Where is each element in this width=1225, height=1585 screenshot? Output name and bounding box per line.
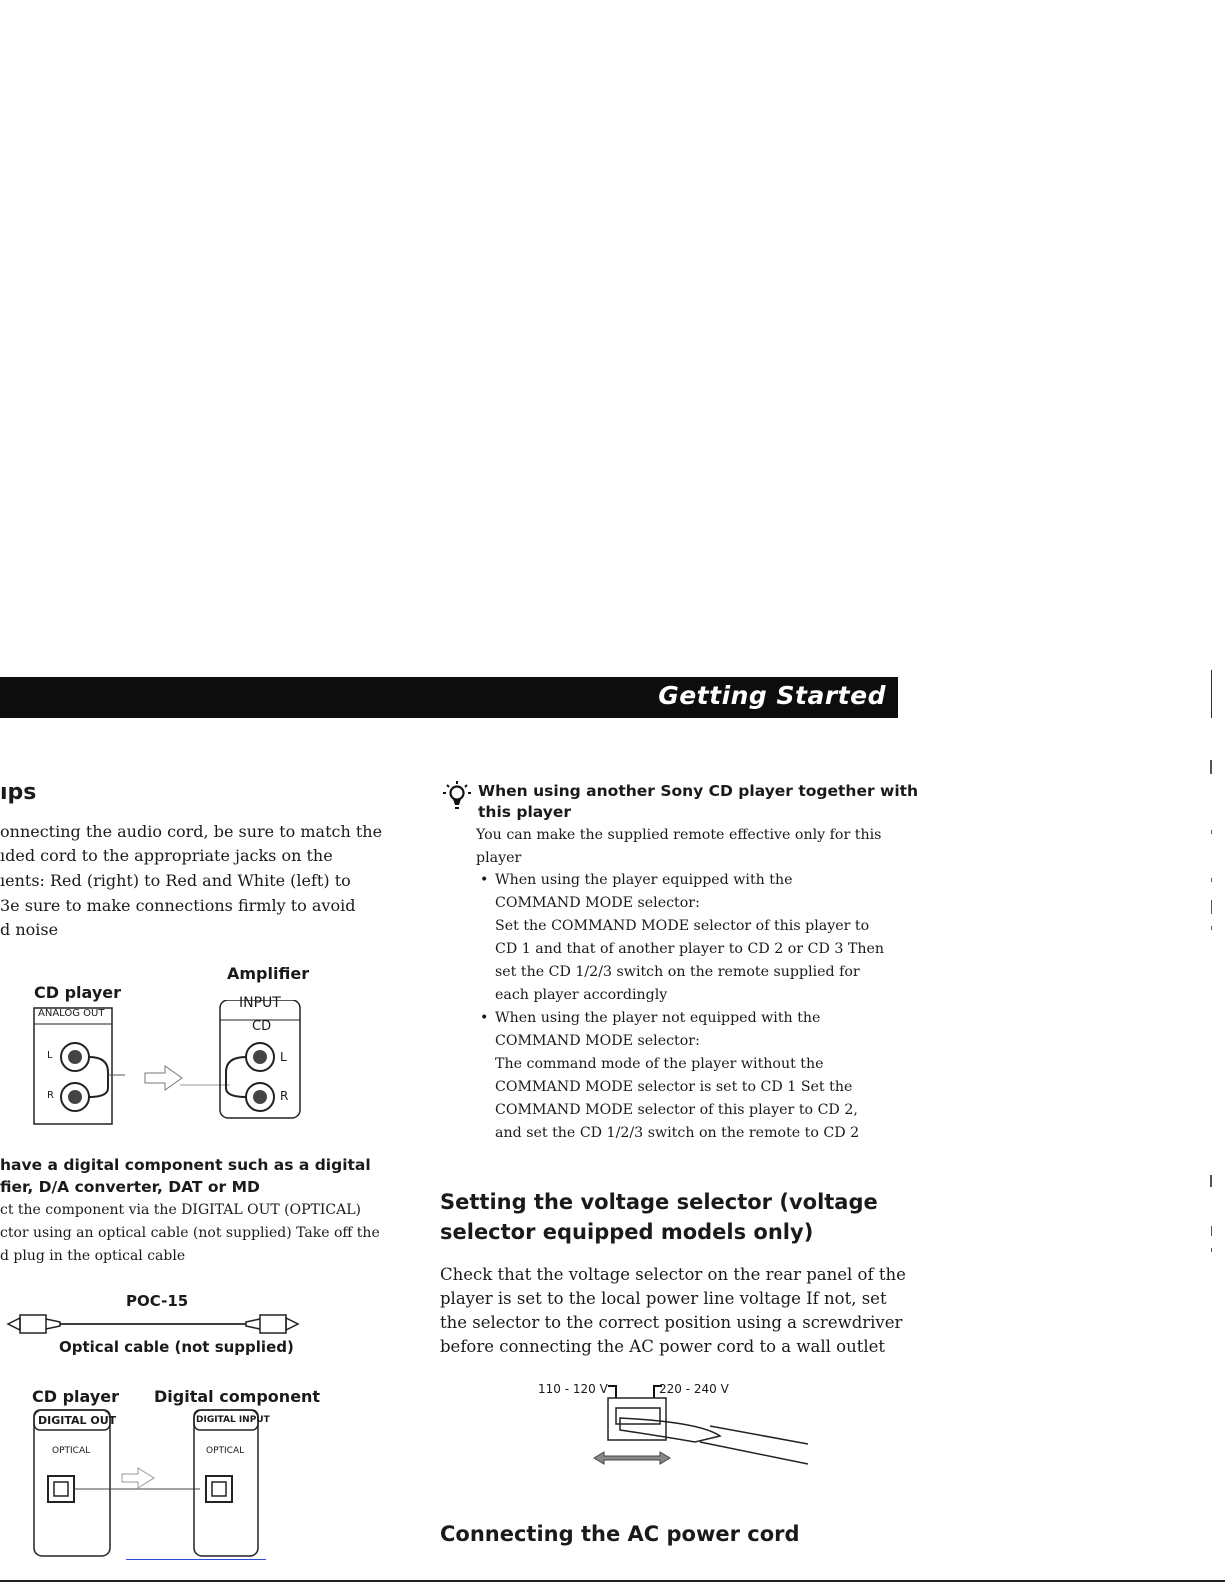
cd-player-panel: [34, 1008, 112, 1124]
arrow-right-icon: [122, 1468, 154, 1488]
voltage-low-label: 110 - 120 V: [538, 1382, 608, 1396]
optical-out-jack-icon: [48, 1476, 74, 1502]
edge-mark: [1211, 900, 1212, 914]
cable-plug-left-icon: [8, 1318, 20, 1330]
bullet1-line: CD 1 and that of another player to CD 2 or CD 3 Then: [495, 941, 884, 957]
slide-arrow-icon: [594, 1452, 670, 1464]
jack-r-label: R: [47, 1090, 54, 1101]
section-header-bar: [0, 677, 898, 718]
intro-line: ıded cord to the appropriate jacks on the: [0, 846, 333, 865]
bottom-rule: [0, 1580, 1225, 1582]
cable-plug-right-icon: [286, 1318, 298, 1330]
jack-l-label: L: [47, 1050, 53, 1061]
edge-mark: [1210, 760, 1212, 774]
digital-cd-player-label: CD player: [32, 1387, 120, 1406]
bullet1-line: Set the COMMAND MODE selector of this player to: [495, 918, 870, 934]
bullet2-line: and set the CD 1/2/3 switch on the remote to CD 2: [495, 1125, 860, 1141]
bullet2-line: The command mode of the player without the: [495, 1056, 824, 1072]
tip-body-line: You can make the supplied remote effective only for this: [476, 827, 882, 843]
voltage-para-line: the selector to the correct position using a screwdriver: [440, 1313, 903, 1332]
digital-connection-diagram: [30, 1408, 270, 1558]
optical-label-out: OPTICAL: [52, 1446, 91, 1456]
lightbulb-hint-icon: [440, 780, 474, 814]
cd-player-digital-panel: [34, 1410, 110, 1556]
cable-model-label: POC-15: [126, 1292, 189, 1310]
analog-out-label: ANALOG OUT: [38, 1008, 105, 1019]
bullet2-line: COMMAND MODE selector of this player to CD 2,: [495, 1102, 858, 1118]
digital-heading-line: have a digital component such as a digital: [0, 1156, 371, 1174]
bullet1-line: COMMAND MODE selector:: [495, 895, 700, 911]
cd-player-label: CD player: [34, 983, 122, 1002]
amp-jack-l-label: L: [280, 1050, 287, 1064]
input-label: INPUT: [239, 995, 281, 1011]
amp-jack-r-label: R: [280, 1089, 289, 1103]
bullet2-line: COMMAND MODE selector is set to CD 1 Set the: [495, 1079, 853, 1095]
page-edge-rule: [1211, 670, 1212, 718]
amplifier-label: Amplifier: [227, 964, 310, 983]
voltage-selector-diagram: [590, 1382, 820, 1472]
jack-r-center: [68, 1090, 82, 1104]
cable-caption: Optical cable (not supplied): [59, 1338, 294, 1356]
section-title: Getting Started: [658, 681, 886, 710]
edge-mark: [1211, 878, 1212, 882]
voltage-heading-line: selector equipped models only): [440, 1220, 814, 1244]
tip-title-line: When using another Sony CD player together with: [478, 782, 919, 800]
bullet2-line: COMMAND MODE selector:: [495, 1033, 700, 1049]
bullet1-line: each player accordingly: [495, 987, 668, 1003]
intro-line: 3e sure to make connections firmly to avoid: [0, 896, 356, 915]
digital-body-line: d plug in the optical cable: [0, 1248, 186, 1264]
bullet1-line: When using the player equipped with the: [495, 872, 793, 888]
edge-mark: [1211, 926, 1212, 930]
selector-switch: [616, 1408, 660, 1424]
edge-mark: [1211, 1226, 1212, 1236]
digital-out-label: DIGITAL OUT: [38, 1414, 117, 1427]
bullet1-line: set the CD 1/2/3 switch on the remote supplied for: [495, 964, 860, 980]
voltage-para-line: player is set to the local power line voltage If not, set: [440, 1289, 887, 1308]
bullet-dot: •: [480, 1010, 489, 1026]
ac-cord-heading: Connecting the AC power cord: [440, 1522, 800, 1546]
intro-line: onnecting the audio cord, be sure to match the: [0, 822, 383, 841]
optical-cable-diagram: [6, 1310, 306, 1338]
voltage-high-label: 220 - 240 V: [659, 1382, 729, 1396]
edge-mark: [1211, 1248, 1212, 1252]
digital-input-label: DIGITAL INPUT: [196, 1415, 270, 1425]
voltage-para-line: before connecting the AC power cord to a wall outlet: [440, 1337, 885, 1356]
edge-mark: [1211, 830, 1212, 834]
digital-heading-line: fier, D/A converter, DAT or MD: [0, 1178, 260, 1196]
arrow-right-icon: [145, 1066, 182, 1090]
digital-body-line: ct the component via the DIGITAL OUT (OPTICAL): [0, 1202, 361, 1218]
voltage-heading-line: Setting the voltage selector (voltage: [440, 1190, 878, 1214]
voltage-para-line: Check that the voltage selector on the rear panel of the: [440, 1265, 906, 1284]
screwdriver-icon: [620, 1418, 720, 1442]
bullet-dot: •: [480, 872, 489, 888]
tip-body-line: player: [476, 850, 522, 866]
digital-component-label: Digital component: [154, 1387, 321, 1406]
link-underline: [126, 1559, 266, 1560]
intro-line: ıents: Red (right) to Red and White (left) to: [0, 871, 351, 890]
cd-jack-label: CD: [252, 1019, 272, 1034]
intro-line: d noise: [0, 920, 59, 939]
jack-l-center: [68, 1050, 82, 1064]
tip-title-line: this player: [478, 803, 572, 821]
tips-heading: ıps: [0, 780, 37, 805]
optical-label-in: OPTICAL: [206, 1446, 245, 1456]
edge-mark: [1210, 1175, 1212, 1187]
bullet2-line: When using the player not equipped with the: [495, 1010, 821, 1026]
optical-in-jack-icon: [206, 1476, 232, 1502]
analog-cord: [89, 1057, 108, 1097]
digital-body-line: ctor using an optical cable (not supplied) Take off the: [0, 1225, 380, 1241]
